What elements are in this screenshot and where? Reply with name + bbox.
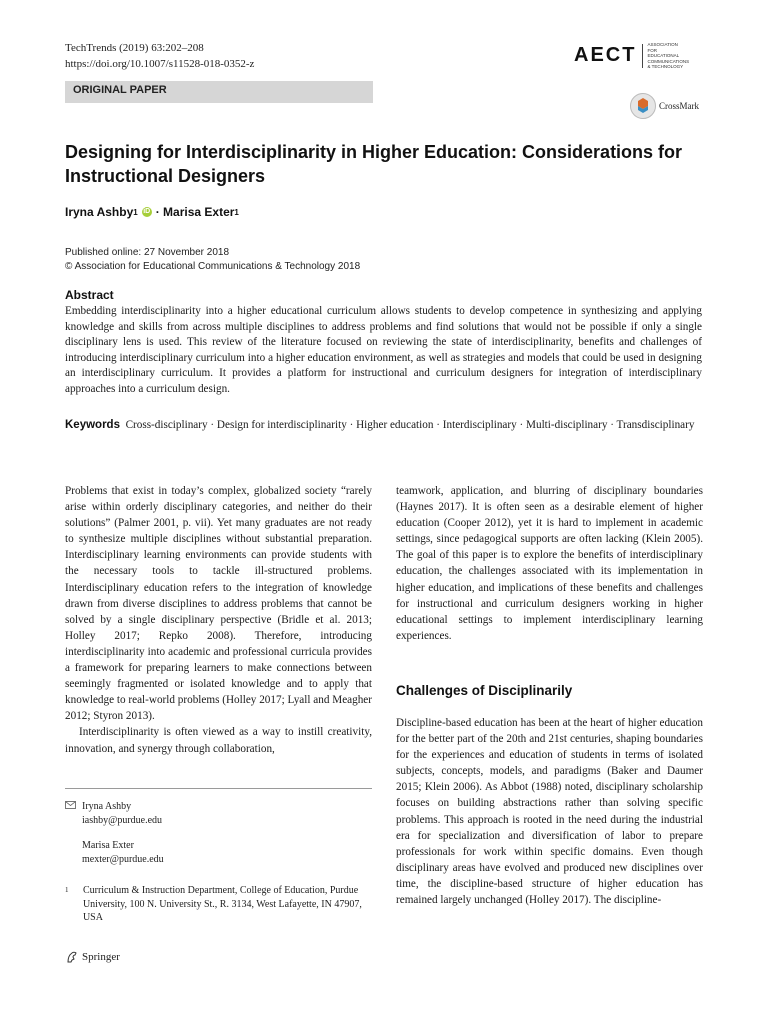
article-type-label: ORIGINAL PAPER bbox=[73, 84, 167, 96]
logo-subtext: ASSOCIATION FOR EDUCATIONAL COMMUNICATIONS & TECHNOLOGY bbox=[647, 42, 690, 69]
journal-header bbox=[65, 40, 254, 72]
author-name[interactable]: Iryna Ashby bbox=[65, 205, 134, 219]
envelope-icon bbox=[65, 800, 82, 827]
body-column-left bbox=[65, 483, 372, 757]
author-separator: · bbox=[155, 205, 160, 219]
journal-citation: TechTrends (2019) 63:202–208 bbox=[65, 42, 204, 54]
body-paragraph: Problems that exist in today’s complex, globalized society “rarely arise within orderly disciplinary categories, and neither do their solutions” (Palmer 2001, p. vii). Yet many graduates are not ready to synthesize multiple disciplines without substantial preparation. Interdisciplinary learning environments can provide students with the necessary tools to tackle ill-structured problems. Interdisciplinary education refers to the integration of knowledge drawn from diverse disciplines to address problems that cannot be solved by a single disciplinary perspective (Bridle et al. 2013; Holley 2017; Repko 2008). Therefore, introducing interdisciplinarity into academic and professional curricula provides a framework for preparing learners to make connections between seemingly fragmented or isolated knowledge and to apply that knowledge to real-world problems (Holley 2017; Lyall and Meagher 2012; Styron 2013). bbox=[65, 485, 372, 723]
publisher-logo bbox=[65, 950, 120, 964]
keywords-list: Cross-disciplinary · Design for interdisciplinarity · Higher education · Interdisciplinary · Multi-disciplinary · Transdisciplinary bbox=[125, 419, 695, 431]
body-paragraph: teamwork, application, and blurring of disciplinary boundaries (Haynes 2017). It is often seen as a desirable element of higher education (Cooper 2012), yet it is hard to implement in academic settings, since pedagogical supports are often lacking (Klein 2005). The goal of this paper is to explore the benefits of interdisciplinary education, the challenges associated with its implementation in higher education, and implications of these benefits and challenges for instructional and curriculum designers working in higher educational settings to implement interdisciplinary learning experiences. bbox=[396, 485, 703, 642]
body-paragraph: Discipline-based education has been at the heart of higher education for the better part of the 20th and 21st centuries, shaping boundaries for the experiences and education of students in terms of isolated subjects, concepts, models, and paradigms (Baker and Daumer 2015; Klein 2006). As Abbot (1988) noted, disciplinary scholarship focuses on building abstractions rather than solving specific problems. This approach is rooted in the need during the industrial era for specialization and diversification of labor to prepare professionals for work within specific domains. Even though disciplinary areas have evolved and produced new disciplines over time, the discipline-based structure of higher education has remained largely unchanged (Holley 2017). The discipline- bbox=[396, 717, 703, 907]
affiliation-number: 1 bbox=[65, 886, 69, 894]
section-heading: Challenges of Disciplinarily bbox=[396, 683, 573, 698]
article-type-banner bbox=[65, 81, 373, 103]
published-date: Published online: 27 November 2018 bbox=[65, 247, 229, 258]
author-name[interactable]: Marisa Exter bbox=[163, 205, 235, 219]
aect-logo bbox=[574, 42, 690, 70]
logo-divider bbox=[642, 44, 643, 68]
footnote-divider bbox=[65, 788, 372, 789]
author-affiliation-marker: 1 bbox=[133, 207, 138, 217]
contact-name: Marisa Exter bbox=[82, 840, 134, 851]
publication-info bbox=[65, 246, 360, 274]
body-paragraph: Interdisciplinarity is often viewed as a way to instill creativity, innovation, and synergy through collaboration, bbox=[65, 726, 372, 755]
corresponding-contacts bbox=[65, 800, 164, 866]
author-list bbox=[65, 205, 239, 219]
body-column-right bbox=[396, 483, 703, 644]
affiliation-footnote bbox=[65, 884, 372, 925]
springer-horse-icon bbox=[65, 950, 79, 964]
doi-link[interactable]: https://doi.org/10.1007/s11528-018-0352-z bbox=[65, 58, 255, 70]
body-column-right-continued bbox=[396, 715, 703, 908]
keywords-label: Keywords bbox=[65, 419, 120, 431]
article-title: Designing for Interdisciplinarity in Higher Education: Considerations for Instructional Designers bbox=[65, 142, 683, 186]
abstract-heading: Abstract bbox=[65, 288, 114, 302]
crossmark-link[interactable] bbox=[630, 93, 699, 119]
contact-entry bbox=[65, 839, 164, 866]
author-affiliation-marker: 1 bbox=[234, 207, 239, 217]
contact-name: Iryna Ashby bbox=[82, 801, 132, 812]
contact-email[interactable]: iashby@purdue.edu bbox=[82, 814, 163, 826]
contact-email[interactable]: mexter@purdue.edu bbox=[82, 853, 164, 865]
contact-entry bbox=[65, 800, 164, 827]
crossmark-icon bbox=[630, 93, 656, 119]
logo-wordmark: AECT bbox=[574, 44, 637, 67]
affiliation-text: Curriculum & Instruction Department, College of Education, Purdue University, 100 N. University St., R. 3134, West Lafayette, IN 47907, USA bbox=[82, 885, 362, 923]
copyright-line: © Association for Educational Communications & Technology 2018 bbox=[65, 261, 361, 272]
keywords-block bbox=[65, 418, 705, 434]
abstract-text: Embedding interdisciplinarity into a higher educational curriculum allows students to develop competence in synthesizing and applying knowledge and skills from across multiple disciplines to address problems and find solutions that would not be possible if only a single disciplinary lens is used. This review of the literature focused on reviewing the state of interdisciplinarity, benefits and challenges of introducing interdisciplinary curriculum into a higher education environment, as well as strategies and models that could be used in designing an interdisciplinary curriculum. It provides a platform for instructional and curriculum designers for integration of interdisciplinary approaches into a curriculum design. bbox=[65, 305, 702, 395]
orcid-icon[interactable]: iD bbox=[143, 208, 151, 215]
publisher-name: Springer bbox=[82, 951, 120, 963]
crossmark-label: CrossMark bbox=[659, 101, 699, 111]
